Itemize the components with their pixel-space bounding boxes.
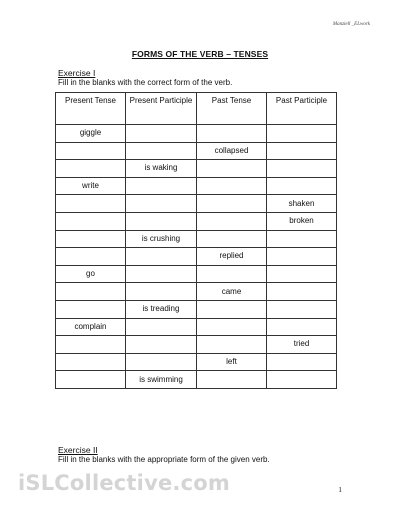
- cell-present-participle: [126, 265, 197, 283]
- cell-past-tense: [197, 230, 267, 248]
- cell-present-tense: go: [56, 265, 126, 283]
- column-header-past-tense: Past Tense: [197, 93, 267, 125]
- cell-past-tense: [197, 212, 267, 230]
- cell-present-participle: [126, 142, 197, 160]
- cell-past-participle: [267, 177, 337, 195]
- table-row: [56, 283, 337, 301]
- column-header-present-participle: Present Participle: [126, 93, 197, 125]
- cell-past-tense: [197, 195, 267, 213]
- table-row: [56, 160, 337, 178]
- cell-past-participle: [267, 353, 337, 371]
- cell-past-tense: replied: [197, 248, 267, 266]
- cell-present-participle: [126, 248, 197, 266]
- cell-past-tense: [197, 336, 267, 354]
- cell-past-tense: [197, 300, 267, 318]
- table-row: [56, 230, 337, 248]
- cell-past-participle: [267, 142, 337, 160]
- cell-present-participle: [126, 125, 197, 143]
- table-row: [56, 195, 337, 213]
- cell-past-participle: broken: [267, 212, 337, 230]
- cell-present-participle: [126, 177, 197, 195]
- cell-present-tense: [56, 300, 126, 318]
- cell-past-tense: [197, 265, 267, 283]
- cell-past-participle: [267, 248, 337, 266]
- cell-present-tense: write: [56, 177, 126, 195]
- cell-present-participle: [126, 318, 197, 336]
- cell-past-participle: [267, 371, 337, 389]
- cell-present-tense: [56, 336, 126, 354]
- table-row: [56, 353, 337, 371]
- cell-present-participle: is swimming: [126, 371, 197, 389]
- cell-present-tense: [56, 230, 126, 248]
- page-number: 1: [338, 485, 342, 494]
- cell-past-participle: [267, 283, 337, 301]
- cell-past-tense: left: [197, 353, 267, 371]
- table-row: [56, 177, 337, 195]
- cell-past-participle: [267, 318, 337, 336]
- table-row: [56, 265, 337, 283]
- table-row: [56, 248, 337, 266]
- table-row: [56, 300, 337, 318]
- exercise-2-instruction: Fill in the blanks with the appropriate form of the given verb.: [58, 455, 270, 464]
- cell-present-tense: [56, 195, 126, 213]
- watermark: iSLCollective.com: [18, 471, 230, 495]
- cell-past-tense: collapsed: [197, 142, 267, 160]
- cell-present-participle: [126, 353, 197, 371]
- exercise-2-heading: Exercise II: [58, 445, 98, 455]
- cell-past-participle: [267, 230, 337, 248]
- cell-present-participle: [126, 336, 197, 354]
- cell-present-tense: complain: [56, 318, 126, 336]
- cell-past-participle: [267, 160, 337, 178]
- cell-past-participle: [267, 125, 337, 143]
- cell-past-participle: [267, 300, 337, 318]
- cell-present-tense: [56, 212, 126, 230]
- table-row: [56, 125, 337, 143]
- cell-present-participle: is crushing: [126, 230, 197, 248]
- table-row: [56, 212, 337, 230]
- column-header-present-tense: Present Tense: [56, 93, 126, 125]
- cell-past-tense: [197, 125, 267, 143]
- cell-present-tense: [56, 142, 126, 160]
- cell-present-tense: giggle: [56, 125, 126, 143]
- column-header-past-participle: Past Participle: [267, 93, 337, 125]
- cell-present-participle: [126, 212, 197, 230]
- cell-past-tense: [197, 371, 267, 389]
- cell-present-participle: is waking: [126, 160, 197, 178]
- cell-past-participle: shaken: [267, 195, 337, 213]
- table-body: [56, 125, 337, 389]
- cell-present-tense: [56, 160, 126, 178]
- cell-present-participle: [126, 195, 197, 213]
- cell-present-participle: [126, 283, 197, 301]
- verb-forms-table: [55, 92, 337, 389]
- page-title: FORMS OF THE VERB – TENSES: [131, 49, 269, 59]
- table-row: [56, 142, 337, 160]
- exercise-1-heading: Exercise I: [58, 68, 96, 78]
- cell-past-tense: [197, 318, 267, 336]
- table-row: [56, 371, 337, 389]
- cell-present-participle: is treading: [126, 300, 197, 318]
- cell-present-tense: [56, 371, 126, 389]
- cell-present-tense: [56, 283, 126, 301]
- author-tag: Manziell _ELwork: [332, 22, 370, 27]
- table-row: [56, 336, 337, 354]
- table-header-row: [56, 93, 337, 125]
- cell-past-participle: [267, 265, 337, 283]
- cell-present-tense: [56, 248, 126, 266]
- cell-past-tense: [197, 160, 267, 178]
- cell-past-tense: came: [197, 283, 267, 301]
- table-row: [56, 318, 337, 336]
- exercise-1-instruction: Fill in the blanks with the correct form of the verb.: [58, 78, 233, 87]
- cell-past-tense: [197, 177, 267, 195]
- cell-past-participle: tried: [267, 336, 337, 354]
- cell-present-tense: [56, 353, 126, 371]
